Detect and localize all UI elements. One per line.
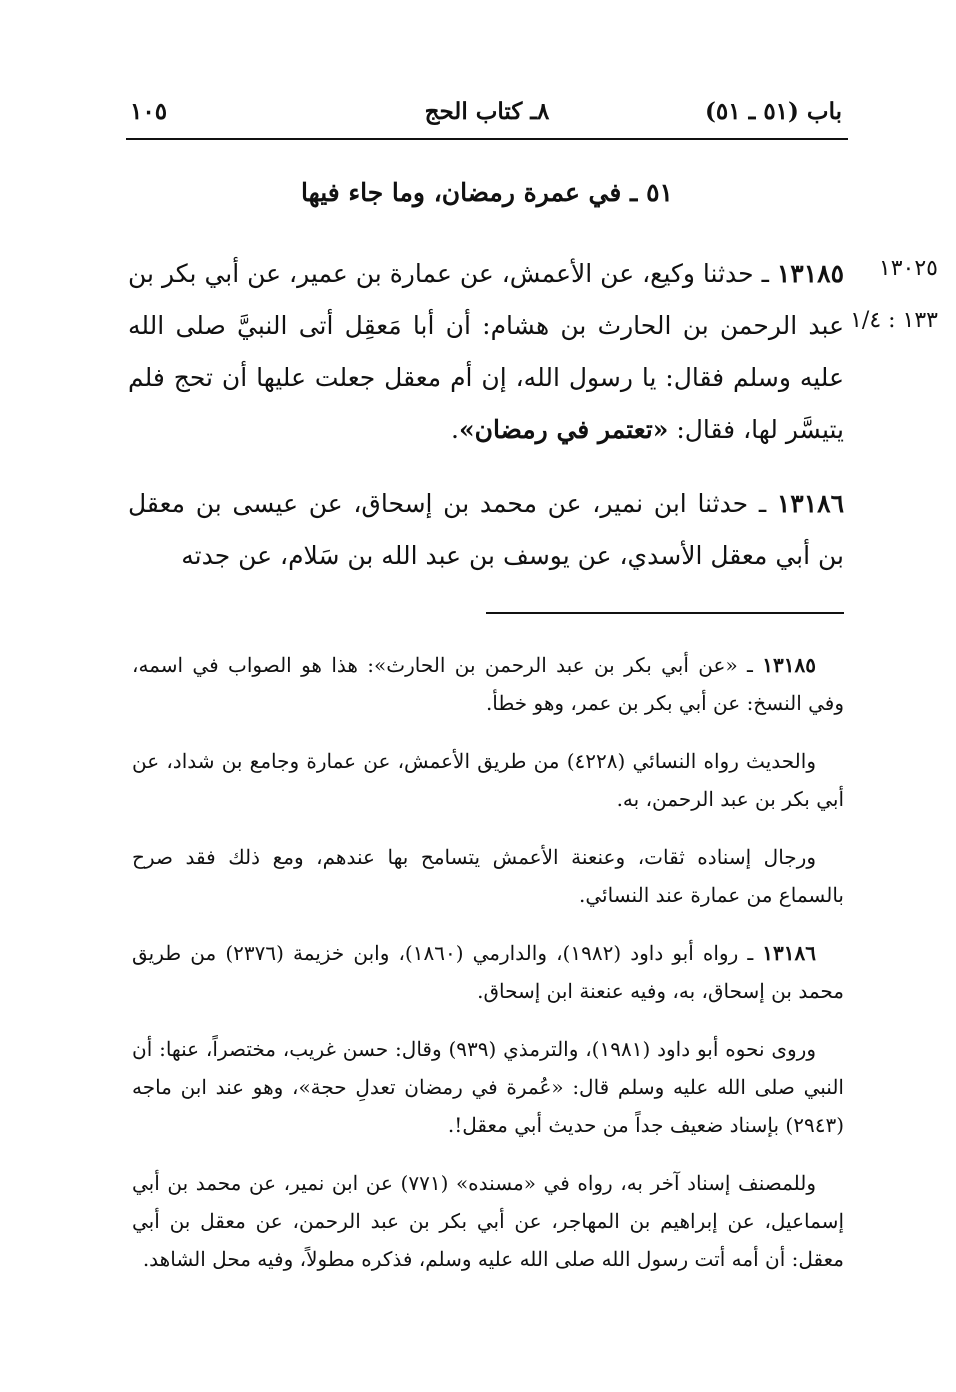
hadith-number: ١٣١٨٦ bbox=[776, 489, 844, 518]
page-number: ١٠٥ bbox=[130, 98, 168, 125]
footnotes bbox=[132, 646, 844, 722]
hadith-text-end: . bbox=[451, 415, 459, 444]
footnote-13185 bbox=[132, 646, 844, 722]
footnote-block-3 bbox=[132, 838, 844, 914]
footnote-paragraph: وروى نحوه أبو داود (١٩٨١)، والترمذي (٩٣٩) وقال: حسن غريب، مختصراً، عنها: أن النبي صلى الله عليه وسلم قال: «عُمرة في رمضان تعدلِ حجة»، وهو عند ابن ماجه (٢٩٤٣) بإسناد ضعيف جداً من حديث أبي معقل!. bbox=[132, 1037, 844, 1137]
hadith-13186 bbox=[128, 478, 844, 582]
hadith-text: ـ حدثنا ابن نمير، عن محمد بن إسحاق، عن عيسى بن معقل بن أبي معقل الأسدي، عن يوسف بن عبد الله بن سَلام، عن جدته bbox=[128, 489, 844, 570]
footnote-text: ـ «عن أبي بكر بن عبد الرحمن بن الحارث»: هذا هو الصواب في اسمه، وفي النسخ: عن أبي بكر بن عمر، وهو خطأ. bbox=[132, 653, 844, 715]
footnote-block-2 bbox=[132, 742, 844, 818]
running-header bbox=[126, 92, 848, 140]
footnote-number: ١٣١٨٦ bbox=[762, 941, 816, 965]
margin-hadith-ref: ١٣٠٢٥ bbox=[878, 256, 938, 281]
footnote-block-6 bbox=[132, 1164, 844, 1278]
book-title: ٨ـ كتاب الحج bbox=[424, 98, 550, 125]
margin-volume-ref: ١٣٣ : ١/٤ bbox=[850, 308, 938, 333]
footnote-number: ١٣١٨٥ bbox=[762, 653, 816, 677]
hadith-number: ١٣١٨٥ bbox=[776, 259, 844, 288]
footnote-block-4 bbox=[132, 934, 844, 1010]
footnote-paragraph: والحديث رواه النسائي (٤٢٢٨) من طريق الأعمش، عن عمارة وجامع بن شداد، عن أبي بكر بن عبد الرحمن، به. bbox=[132, 749, 844, 811]
section-range: باب (٥١ ـ ٥١) bbox=[704, 98, 842, 125]
footnote-13186 bbox=[132, 934, 844, 1010]
footnote-paragraph: وللمصنف إسناد آخر به، رواه في «مسنده» (٧٧١) عن ابن نمير، عن محمد بن أبي إسماعيل، عن إبراهيم بن المهاجر، عن أبي بكر بن عبد الرحمن، عن معقل بن أبي معقل: أن أمه أتت رسول الله صلى الله عليه وسلم، فذكره مطولاً، وفيه محل الشاهد. bbox=[132, 1171, 844, 1271]
hadith-quote: «تعتمر في رمضان» bbox=[459, 415, 669, 444]
chapter-title: ٥١ ـ في عمرة رمضان، وما جاء فيها bbox=[301, 178, 673, 207]
footnote-separator bbox=[486, 612, 844, 614]
footnote-block-5 bbox=[132, 1030, 844, 1144]
footnote-text: ـ رواه أبو داود (١٩٨٢)، والدارمي (١٨٦٠)، وابن خزيمة (٢٣٧٦) من طريق محمد بن إسحاق، به، وفيه عنعنة ابن إسحاق. bbox=[132, 941, 844, 1003]
hadith-13185 bbox=[128, 248, 844, 456]
footnote-paragraph: ورجال إسناده ثقات، وعنعنة الأعمش يتسامح بها عندهم، ومع ذلك فقد صرح بالسماع من عمارة عند النسائي. bbox=[132, 845, 844, 907]
hadith-text: ـ حدثنا وكيع، عن الأعمش، عن عمارة بن عمير، عن أبي بكر بن عبد الرحمن بن الحارث بن هشام: أن أبا مَعقِل أتى النبيَّ صلى الله عليه وسلم فقال: يا رسول الله، إن أم معقل جعلت عليها أن تحج فلم يتيسَّر لها، فقال: bbox=[128, 259, 844, 444]
